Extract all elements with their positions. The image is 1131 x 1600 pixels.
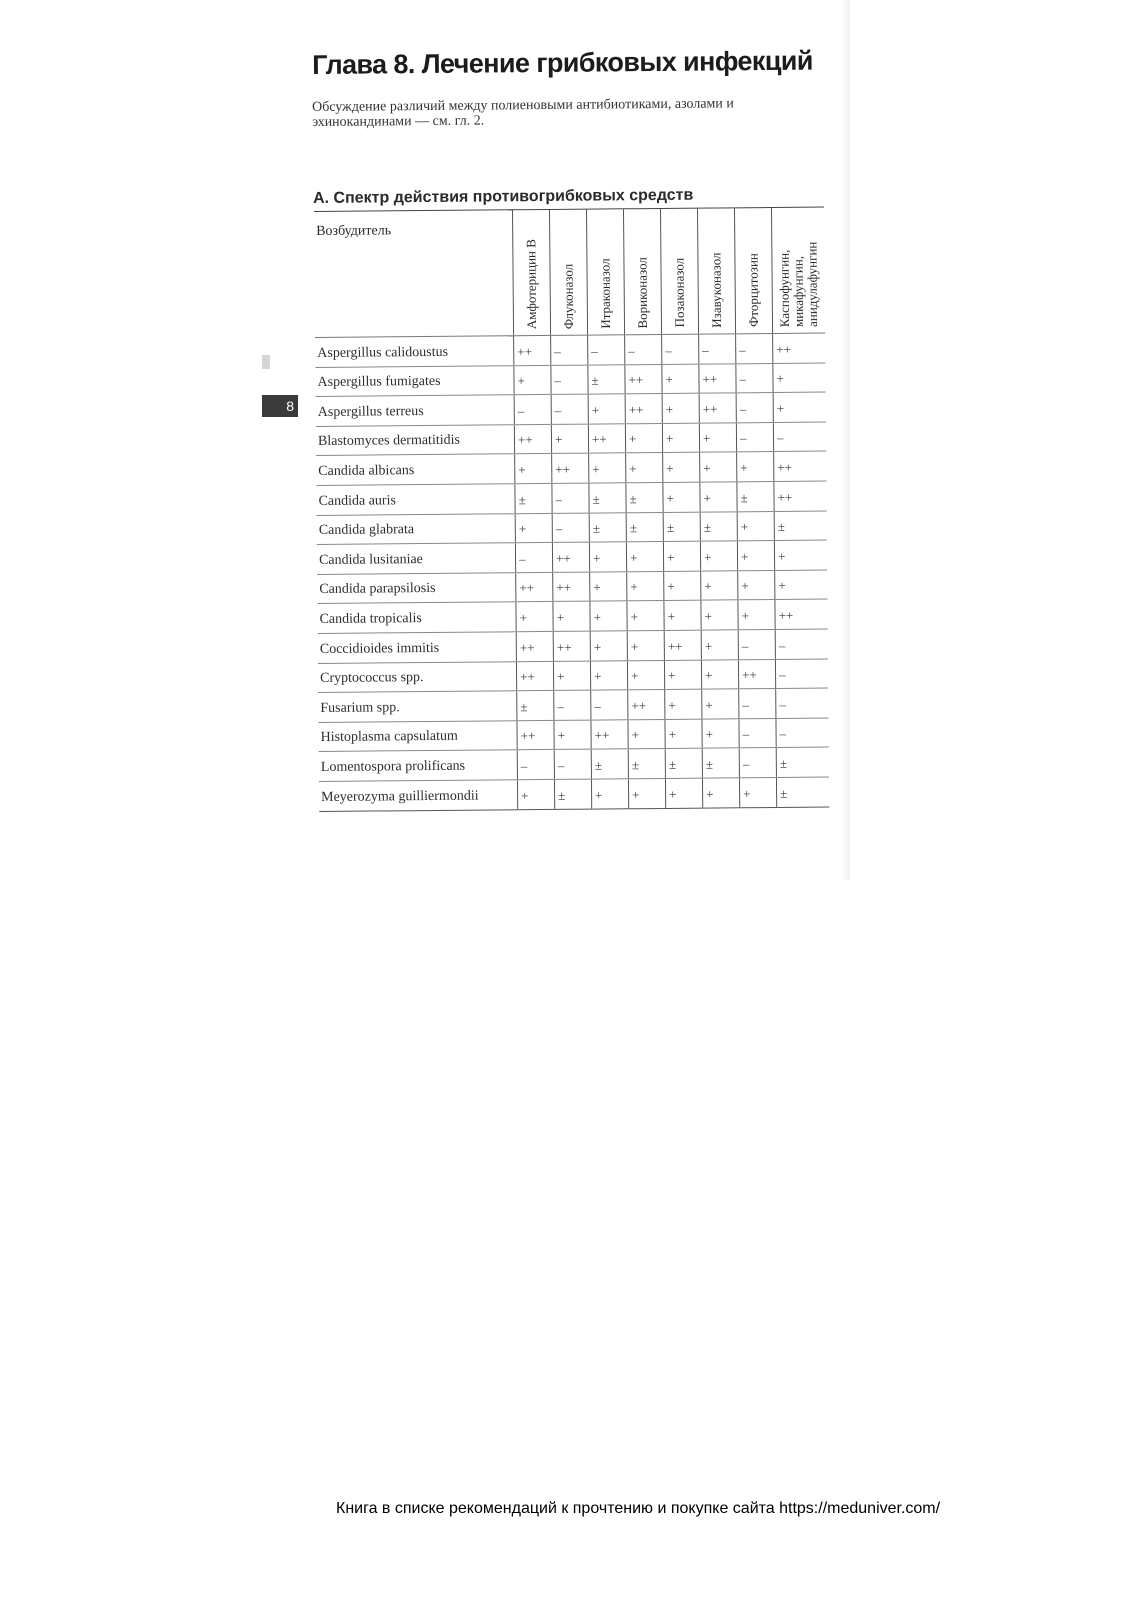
activity-cell: + [627, 630, 664, 660]
activity-cell: + [627, 660, 664, 690]
activity-cell: – [773, 422, 826, 452]
activity-cell: + [664, 571, 701, 601]
activity-cell: – [736, 334, 773, 364]
activity-cell: + [516, 602, 553, 632]
activity-cell: + [588, 394, 625, 424]
activity-cell: ++ [625, 364, 662, 394]
activity-cell: + [554, 720, 591, 750]
activity-cell: – [776, 718, 829, 748]
drug-header-label: Амфотерицин В [523, 238, 540, 330]
activity-cell: ++ [738, 659, 775, 689]
activity-cell: ++ [514, 424, 551, 454]
activity-cell: ± [702, 748, 739, 778]
activity-cell: – [736, 422, 773, 452]
activity-cell: – [517, 750, 554, 780]
activity-cell: – [736, 393, 773, 423]
activity-cell: + [628, 719, 665, 749]
drug-header-voriconazole [623, 208, 661, 334]
table-row [316, 392, 826, 426]
activity-cell: + [663, 453, 700, 483]
pathogen-cell: Blastomyces dermatitidis [316, 425, 515, 456]
activity-cell: + [663, 482, 700, 512]
activity-cell: + [553, 601, 590, 631]
activity-cell: + [662, 423, 699, 453]
activity-cell: + [773, 392, 826, 422]
activity-cell: ++ [514, 335, 551, 365]
activity-cell: + [591, 779, 628, 809]
drug-header-flucytosine [734, 208, 772, 334]
activity-cell: ± [700, 511, 737, 541]
activity-cell: + [701, 600, 738, 630]
spectrum-table-container [314, 207, 829, 812]
activity-cell: + [702, 719, 739, 749]
activity-cell: – [739, 748, 776, 778]
activity-cell: + [627, 571, 664, 601]
activity-cell: – [699, 334, 736, 364]
activity-cell: – [775, 629, 828, 659]
activity-cell: ++ [517, 720, 554, 750]
pathogen-cell: Cryptococcus spp. [318, 661, 517, 692]
activity-cell: ± [515, 483, 552, 513]
table-row [317, 599, 827, 633]
activity-cell: – [551, 335, 588, 365]
pathogen-cell: Candida albicans [316, 454, 515, 485]
activity-cell: + [699, 423, 736, 453]
pathogen-cell: Aspergillus fumigates [315, 365, 514, 396]
pathogen-cell: Fusarium spp. [318, 691, 517, 722]
activity-cell: ± [589, 512, 626, 542]
activity-cell: + [662, 364, 699, 394]
activity-cell: – [739, 718, 776, 748]
activity-cell: – [514, 395, 551, 425]
activity-cell: ++ [552, 453, 589, 483]
activity-cell: ++ [553, 631, 590, 661]
activity-cell: + [626, 453, 663, 483]
pathogen-cell: Candida lusitaniae [317, 543, 516, 574]
chapter-tab-mark [262, 355, 270, 369]
activity-cell: + [590, 660, 627, 690]
activity-cell: + [514, 365, 551, 395]
activity-cell: – [591, 690, 628, 720]
drug-header-amphotericin [512, 209, 550, 335]
activity-cell: ± [626, 512, 663, 542]
pathogen-cell: Histoplasma capsulatum [318, 720, 517, 751]
table-header-row [314, 207, 825, 337]
activity-cell: + [774, 540, 827, 570]
activity-cell: ++ [591, 719, 628, 749]
table-row [315, 333, 825, 367]
drug-header-echinocandins [771, 207, 825, 333]
activity-cell: + [590, 601, 627, 631]
activity-cell: + [702, 778, 739, 808]
activity-cell: + [663, 541, 700, 571]
activity-cell: + [700, 482, 737, 512]
pathogen-cell: Coccidioides immitis [318, 632, 517, 663]
activity-cell: ± [591, 749, 628, 779]
activity-cell: + [702, 689, 739, 719]
activity-cell: + [664, 600, 701, 630]
drug-header-label: Изавуконазол [708, 252, 725, 328]
activity-cell: ± [663, 512, 700, 542]
activity-cell: + [737, 452, 774, 482]
table-row [317, 540, 827, 574]
drug-header-isavuconazole [697, 208, 735, 334]
pathogen-cell: Meyerozyma guilliermondii [319, 780, 518, 811]
activity-cell: – [776, 688, 829, 718]
activity-cell: ± [589, 483, 626, 513]
table-row [318, 688, 828, 722]
table-row [318, 629, 828, 663]
activity-cell: ++ [775, 599, 828, 629]
pathogen-cell: Lomentospora prolificans [319, 750, 518, 781]
activity-cell: – [588, 335, 625, 365]
pathogen-cell: Candida glabrata [317, 513, 516, 544]
activity-cell: ± [626, 482, 663, 512]
activity-cell: – [739, 689, 776, 719]
activity-cell: ± [554, 779, 591, 809]
table-row [318, 718, 828, 752]
chapter-tab: 8 [262, 395, 298, 417]
footer-note: Книга в списке рекомендаций к прочтению и покупке сайта https://meduniver.com/ [336, 1500, 941, 1517]
section-title: А. Спектр действия противогрибковых средств [313, 186, 694, 207]
activity-cell: + [665, 689, 702, 719]
activity-cell: + [517, 779, 554, 809]
drug-header-label: Позаконазол [671, 258, 688, 328]
activity-cell: – [775, 659, 828, 689]
activity-cell: + [551, 424, 588, 454]
activity-cell: ++ [625, 394, 662, 424]
activity-cell: + [590, 631, 627, 661]
pathogen-cell: Candida tropicalis [317, 602, 516, 633]
activity-cell: ++ [516, 661, 553, 691]
table-row [318, 659, 828, 693]
activity-cell: + [773, 363, 826, 393]
pathogen-column-header: Возбудитель [314, 210, 514, 338]
drug-header-label: Фторцитозин [745, 253, 762, 328]
table-row [317, 570, 827, 604]
activity-cell: ++ [664, 630, 701, 660]
activity-cell: + [701, 659, 738, 689]
activity-cell: – [551, 365, 588, 395]
activity-cell: ++ [773, 333, 826, 363]
activity-cell: ++ [699, 393, 736, 423]
activity-cell: – [736, 363, 773, 393]
activity-cell: + [515, 454, 552, 484]
activity-cell: ± [517, 691, 554, 721]
chapter-title: Глава 8. Лечение грибковых инфекций [312, 45, 813, 80]
pathogen-cell: Candida auris [316, 484, 515, 515]
activity-cell: – [738, 629, 775, 659]
activity-cell: + [737, 541, 774, 571]
activity-cell: ++ [516, 572, 553, 602]
activity-cell: + [738, 600, 775, 630]
activity-cell: + [590, 572, 627, 602]
activity-cell: ++ [588, 424, 625, 454]
activity-cell: ++ [774, 481, 827, 511]
activity-cell: – [552, 513, 589, 543]
drug-header-label: Вориконазол [634, 256, 651, 329]
activity-cell: ++ [628, 690, 665, 720]
antifungal-spectrum-table [314, 207, 829, 812]
activity-cell: ++ [516, 631, 553, 661]
activity-cell: + [627, 601, 664, 631]
activity-cell: + [701, 630, 738, 660]
activity-cell: – [625, 334, 662, 364]
activity-cell: ± [776, 747, 829, 777]
pathogen-cell: Aspergillus terreus [316, 395, 515, 426]
drug-header-fluconazole [549, 209, 587, 335]
activity-cell: + [665, 719, 702, 749]
drug-header-label: Итраконазол [597, 258, 614, 329]
activity-cell: + [739, 777, 776, 807]
scan-edge-shadow [840, 0, 850, 880]
activity-cell: – [551, 394, 588, 424]
activity-cell: ++ [552, 542, 589, 572]
activity-cell: + [700, 541, 737, 571]
activity-cell: + [628, 778, 665, 808]
activity-cell: – [554, 690, 591, 720]
activity-cell: + [589, 542, 626, 572]
drug-header-itraconazole [586, 209, 624, 335]
table-row [315, 363, 825, 397]
activity-cell: – [552, 483, 589, 513]
activity-cell: + [625, 423, 662, 453]
activity-cell: + [700, 452, 737, 482]
activity-cell: ++ [699, 363, 736, 393]
activity-cell: ± [588, 364, 625, 394]
activity-cell: + [738, 570, 775, 600]
activity-cell: ± [665, 748, 702, 778]
activity-cell: ± [774, 511, 827, 541]
drug-header-label: Каспофунгин, микафунгин, анидулафунгин [776, 241, 821, 327]
activity-cell: – [662, 334, 699, 364]
activity-cell: + [589, 453, 626, 483]
intro-paragraph: Обсуждение различий между полиеновыми антибиотиками, азолами и эхинокандинами — см. гл. 2. [312, 96, 734, 130]
table-row [316, 481, 826, 515]
activity-cell: ++ [553, 572, 590, 602]
activity-cell: ++ [774, 451, 827, 481]
activity-cell: + [515, 513, 552, 543]
activity-cell: – [515, 543, 552, 573]
pathogen-cell: Aspergillus calidoustus [315, 336, 514, 367]
activity-cell: + [665, 778, 702, 808]
activity-cell: + [553, 661, 590, 691]
activity-cell: + [626, 542, 663, 572]
drug-header-posaconazole [660, 208, 698, 334]
activity-cell: + [737, 511, 774, 541]
table-row [316, 422, 826, 456]
table-body [315, 333, 829, 811]
activity-cell: + [664, 660, 701, 690]
activity-cell: ± [628, 749, 665, 779]
drug-header-label: Флуконазол [560, 263, 577, 329]
activity-cell: + [775, 570, 828, 600]
table-row [316, 451, 826, 485]
table-row [317, 511, 827, 545]
activity-cell: + [701, 571, 738, 601]
activity-cell: ± [737, 481, 774, 511]
table-row [319, 777, 829, 811]
activity-cell: + [662, 393, 699, 423]
table-row [319, 747, 829, 781]
pathogen-cell: Candida parapsilosis [317, 573, 516, 604]
activity-cell: ± [776, 777, 829, 807]
activity-cell: – [554, 749, 591, 779]
